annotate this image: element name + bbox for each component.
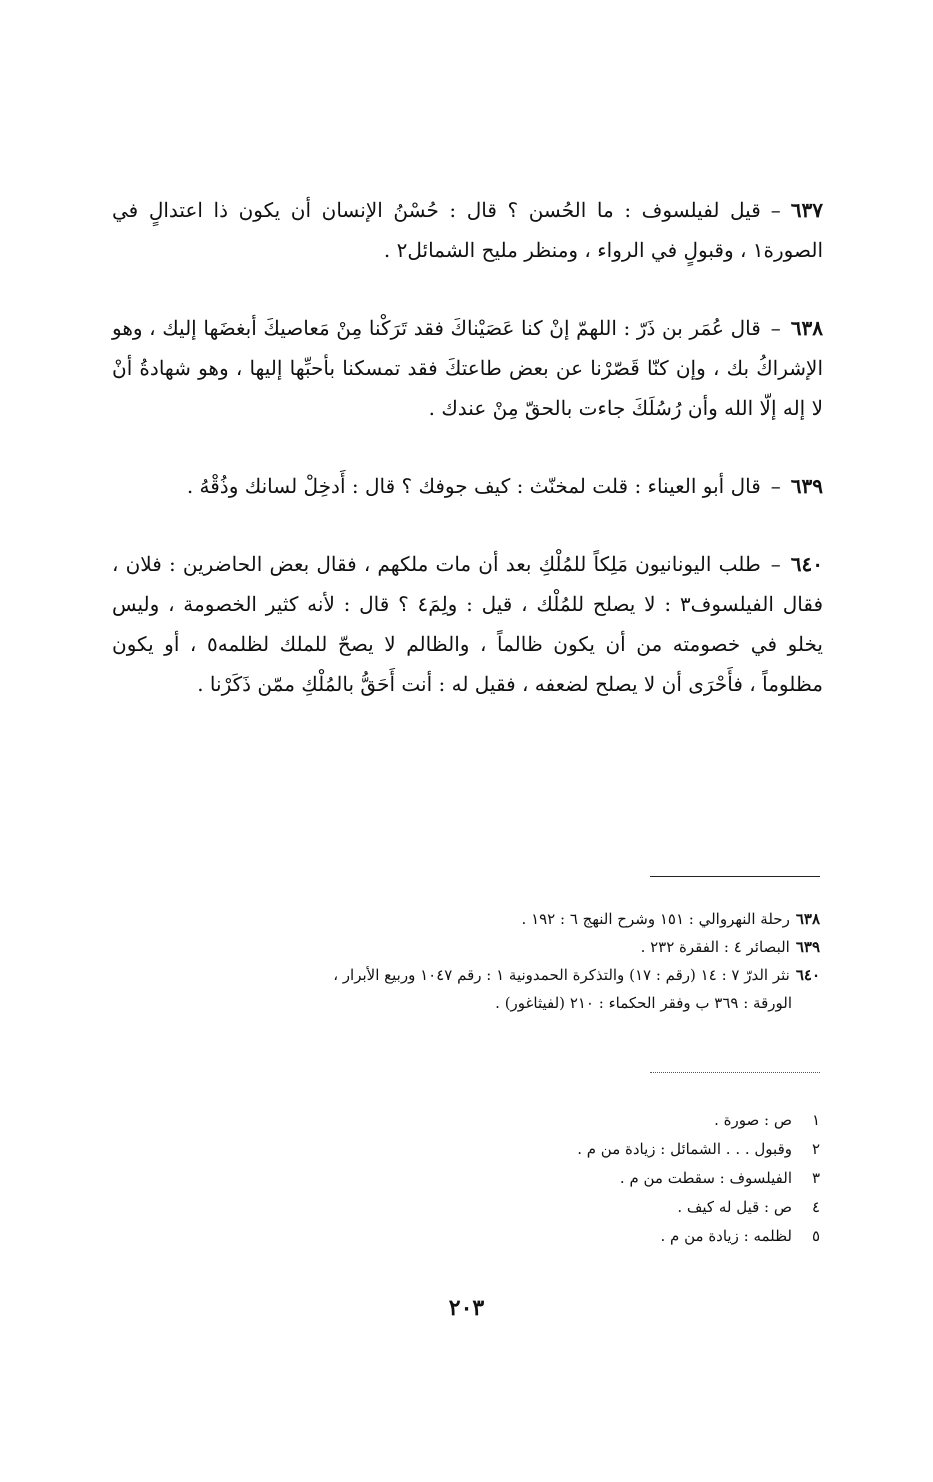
source-entry — [112, 933, 820, 961]
source-number: ٦٣٨ — [795, 910, 820, 928]
main-text — [112, 190, 823, 742]
footnote-text: الفيلسوف : سقطت من م . — [619, 1169, 792, 1187]
paragraph-number: ٦٣٨ — [790, 316, 823, 340]
notes-divider — [650, 1072, 820, 1073]
source-text: البصائر ٤ : الفقرة ٢٣٢ . — [640, 938, 790, 956]
paragraph-text: قال عُمَر بن ذَرّ : اللهمّ إنْ كنا عَصَيْناكَ فقد تَرَكْنا مِنْ مَعاصيكَ أبغضَها إليك ، وهو الإشراكُ بك ، وإن كنّا قَصّرْنا عن بعض طاعتكَ فقد تمسكنا بأحبِّها إليها ، وهو شهادةُ أنْ لا إله إلّا الله وأن رُسُلَكَ جاءت بالحقّ مِنْ عندك . — [112, 316, 823, 420]
paragraph-640 — [112, 544, 823, 704]
dash: – — [770, 474, 781, 498]
paragraph-639 — [112, 466, 823, 506]
source-number: ٦٤٠ — [795, 966, 820, 984]
footnote-text: ص : قيل له كيف . — [677, 1198, 792, 1216]
footnote-number: ٤ — [811, 1198, 820, 1216]
paragraph-text: طلب اليونانيون مَلِكاً للمُلْكِ بعد أن مات ملكهم ، فقال بعض الحاضرين : فلان ، فقال الفيلسوف٣ : لا يصلح للمُلْك ، قيل : ولِمَ٤ ؟ قال : لأنه كثير الخصومة ، وليس يخلو في خصومته من أن يكون ظالماً ، والظالم لا يصحّ للملك لظلمه٥ ، أو يكون مظلوماً ، فأَحْرَى أن لا يصلح لضعفه ، فقيل له : أنت أَحَقُّ بالمُلْكِ ممّن ذَكَرْنا . — [112, 552, 824, 696]
footnote — [112, 1222, 820, 1251]
dash: – — [770, 316, 781, 340]
paragraph-number: ٦٣٧ — [790, 198, 823, 222]
source-number: ٦٣٩ — [795, 938, 820, 956]
sources-divider — [650, 876, 820, 877]
dash: – — [770, 552, 781, 576]
paragraph-638 — [112, 308, 823, 428]
footnote-text: وقبول . . . الشمائل : زيادة من م . — [577, 1140, 792, 1158]
paragraph-text: قال أبو العيناء : قلت لمخنّث : كيف جوفك ؟ قال : أَدخِلْ لسانك وذُقْهُ . — [186, 474, 761, 498]
footnote — [112, 1193, 820, 1222]
paragraph-637 — [112, 190, 823, 270]
footnote-number: ١ — [811, 1111, 820, 1129]
source-text: رحلة النهروالي : ١٥١ وشرح النهج ٦ : ١٩٢ . — [521, 910, 790, 928]
dash: – — [770, 198, 781, 222]
sources-list — [112, 905, 820, 1017]
source-entry — [112, 961, 820, 989]
footnote — [112, 1106, 820, 1135]
source-continuation: الورقة : ٣٦٩ ب وفقر الحكماء : ٢١٠ (لفيثاغور) . — [495, 994, 792, 1012]
footnote-number: ٥ — [811, 1227, 820, 1245]
footnote — [112, 1164, 820, 1193]
footnote-number: ٣ — [811, 1169, 820, 1187]
source-text: نثر الدرّ ٧ : ١٤ (رقم : ١٧) والتذكرة الحمدونية ١ : رقم ١٠٤٧ وربيع الأبرار ، — [333, 966, 790, 984]
footnote — [112, 1135, 820, 1164]
page-number: ٢٠٣ — [448, 1295, 485, 1321]
paragraph-number: ٦٣٩ — [790, 474, 823, 498]
footnote-number: ٢ — [811, 1140, 820, 1158]
paragraph-text: قيل لفيلسوف : ما الحُسن ؟ قال : حُسْنُ الإنسان أن يكون ذا اعتدالٍ في الصورة١ ، وقبولٍ في الرواء ، ومنظر مليح الشمائل٢ . — [112, 198, 823, 262]
footnotes-list — [112, 1106, 820, 1251]
source-entry — [112, 905, 820, 933]
footnote-text: لظلمه : زيادة من م . — [660, 1227, 792, 1245]
paragraph-number: ٦٤٠ — [790, 552, 823, 576]
footnote-text: ص : صورة . — [714, 1111, 792, 1129]
